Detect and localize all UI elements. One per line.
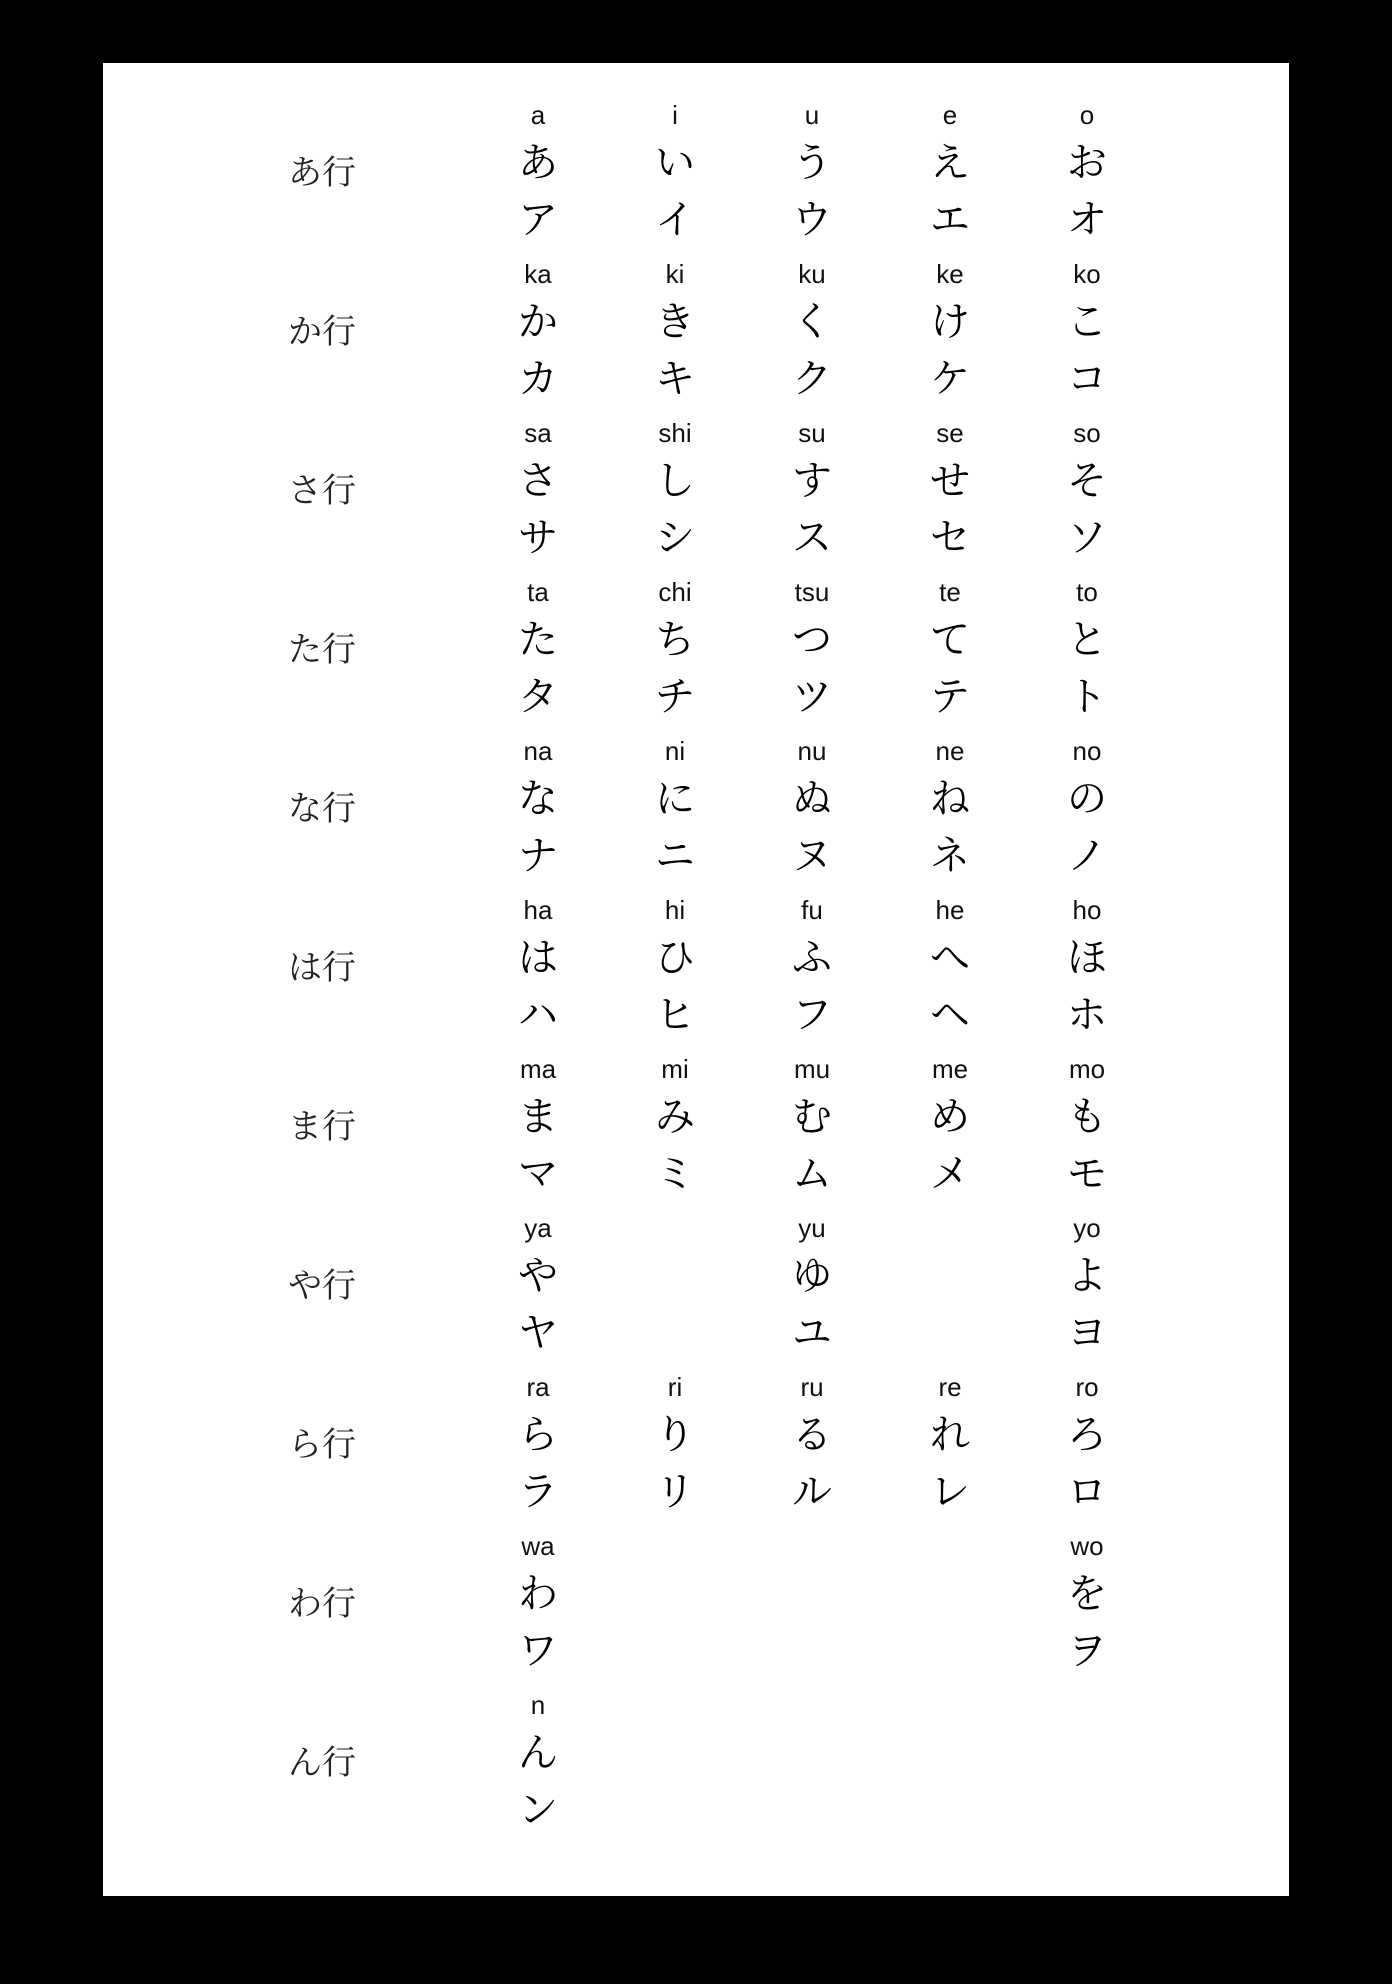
kana-cell [620,734,730,893]
katakana-char: ソ [1067,515,1107,561]
romaji-label: ha [523,895,553,925]
hiragana-char: い [655,140,695,186]
hiragana-char: こ [1067,299,1107,345]
romaji-label: u [804,100,820,130]
romaji-label: yo [1073,1213,1101,1243]
kana-cell [483,1688,593,1847]
katakana-char: ル [792,1469,832,1515]
kana-chart-sheet [103,63,1289,1896]
katakana-char: フ [792,992,832,1038]
romaji-label: wo [1070,1531,1104,1561]
katakana-char: レ [930,1469,970,1515]
katakana-char: リ [655,1469,695,1515]
katakana-char: ア [518,197,558,243]
romaji-label: ne [935,736,965,766]
katakana-char: ノ [1067,833,1107,879]
kana-cell [1032,257,1142,416]
katakana-char: ヒ [655,992,695,1038]
romaji-label: fu [801,895,823,925]
romaji-label: ro [1075,1372,1099,1402]
kana-cell [1032,575,1142,734]
kana-row-na [103,734,1289,893]
kana-row-ka [103,257,1289,416]
hiragana-char: ち [655,617,695,663]
hiragana-char: な [518,776,558,822]
katakana-char: ナ [518,833,558,879]
romaji-label: ya [524,1213,552,1243]
katakana-char: テ [930,674,970,720]
romaji-label: mo [1068,1054,1106,1084]
romaji-label: ri [667,1372,683,1402]
kana-cell [757,416,867,575]
romaji-label: ra [526,1372,550,1402]
hiragana-char: や [518,1253,558,1299]
kana-cell [1032,98,1142,257]
row-label: は行 [288,948,356,988]
hiragana-char: わ [518,1571,558,1617]
katakana-char: ウ [792,197,832,243]
katakana-char: キ [655,356,695,402]
katakana-char: セ [930,515,970,561]
hiragana-char: に [655,776,695,822]
katakana-char: ラ [518,1469,558,1515]
hiragana-char: を [1067,1571,1107,1617]
katakana-char: カ [518,356,558,402]
kana-cell [757,1370,867,1529]
hiragana-char: う [792,140,832,186]
katakana-char: ト [1067,674,1107,720]
hiragana-char: そ [1067,458,1107,504]
katakana-char: エ [930,197,970,243]
kana-cell [483,1529,593,1688]
kana-row-wa [103,1529,1289,1688]
hiragana-char: へ [930,935,970,981]
kana-cell [620,575,730,734]
hiragana-char: ね [930,776,970,822]
hiragana-char: あ [518,140,558,186]
hiragana-char: れ [930,1412,970,1458]
kana-cell [483,1370,593,1529]
romaji-label: ko [1073,259,1101,289]
hiragana-char: せ [930,458,970,504]
hiragana-char: さ [518,458,558,504]
katakana-char: ホ [1067,992,1107,1038]
romaji-label: ma [519,1054,557,1084]
kana-cell [757,1211,867,1370]
romaji-label: e [942,100,958,130]
hiragana-char: め [930,1094,970,1140]
kana-row-a [103,98,1289,257]
kana-row-ra [103,1370,1289,1529]
katakana-char: ク [792,356,832,402]
romaji-label: wa [521,1531,555,1561]
romaji-label: hi [664,895,686,925]
katakana-char: ツ [792,674,832,720]
romaji-label: re [938,1372,962,1402]
romaji-label: se [936,418,964,448]
katakana-char: ケ [930,356,970,402]
kana-cell [1032,893,1142,1052]
romaji-label: mi [661,1054,689,1084]
kana-cell [620,1370,730,1529]
hiragana-char: は [518,935,558,981]
hiragana-char: つ [792,617,832,663]
romaji-label: ku [798,259,826,289]
kana-row-sa [103,416,1289,575]
romaji-label: ni [664,736,686,766]
kana-cell [757,734,867,893]
kana-cell [895,257,1005,416]
romaji-label: tsu [794,577,830,607]
kana-row-ha [103,893,1289,1052]
kana-cell [483,257,593,416]
romaji-label: to [1076,577,1098,607]
kana-cell [895,416,1005,575]
hiragana-char: か [518,299,558,345]
kana-cell [757,1052,867,1211]
hiragana-char: た [518,617,558,663]
kana-cell [1032,416,1142,575]
katakana-char: マ [518,1151,558,1197]
hiragana-char: も [1067,1094,1107,1140]
romaji-label: na [523,736,553,766]
romaji-label: ka [524,259,552,289]
romaji-label: sa [524,418,552,448]
kana-cell [895,98,1005,257]
hiragana-char: く [792,299,832,345]
hiragana-char: ろ [1067,1412,1107,1458]
romaji-label: ta [527,577,549,607]
romaji-label: te [939,577,961,607]
kana-cell [895,893,1005,1052]
kana-cell [1032,1370,1142,1529]
kana-cell [620,257,730,416]
romaji-label: o [1079,100,1095,130]
hiragana-char: て [930,617,970,663]
kana-cell [483,416,593,575]
katakana-char: ヘ [930,992,970,1038]
kana-cell [1032,1211,1142,1370]
katakana-char: ヨ [1067,1310,1107,1356]
kana-cell [483,575,593,734]
hiragana-char: え [930,140,970,186]
hiragana-char: る [792,1412,832,1458]
romaji-label: ki [665,259,685,289]
kana-cell [1032,734,1142,893]
kana-cell [483,893,593,1052]
row-label: ん行 [288,1743,356,1783]
romaji-label: no [1072,736,1102,766]
katakana-char: ユ [792,1310,832,1356]
kana-cell [483,734,593,893]
romaji-label: a [530,100,546,130]
kana-cell [620,893,730,1052]
hiragana-char: む [792,1094,832,1140]
row-label: あ行 [288,153,356,193]
kana-cell [483,1211,593,1370]
katakana-char: サ [518,515,558,561]
kana-cell [483,98,593,257]
hiragana-char: お [1067,140,1107,186]
row-label: ま行 [288,1107,356,1147]
katakana-char: ハ [518,992,558,1038]
hiragana-char: ひ [655,935,695,981]
row-label: た行 [288,630,356,670]
hiragana-char: き [655,299,695,345]
romaji-label: ru [800,1372,824,1402]
kana-cell [1032,1529,1142,1688]
kana-row-n [103,1688,1289,1847]
row-label: か行 [288,312,356,352]
kana-cell [757,575,867,734]
hiragana-char: ふ [792,935,832,981]
kana-cell [1032,1052,1142,1211]
romaji-label: yu [798,1213,826,1243]
row-label: な行 [288,789,356,829]
katakana-char: ヌ [792,833,832,879]
kana-cell [895,734,1005,893]
kana-row-ya [103,1211,1289,1370]
hiragana-char: す [792,458,832,504]
katakana-char: オ [1067,197,1107,243]
katakana-char: イ [655,197,695,243]
romaji-label: su [798,418,826,448]
hiragana-char: り [655,1412,695,1458]
row-label: や行 [288,1266,356,1306]
katakana-char: シ [655,515,695,561]
row-label: ら行 [288,1425,356,1465]
katakana-char: ヤ [518,1310,558,1356]
romaji-label: so [1073,418,1101,448]
katakana-char: ニ [655,833,695,879]
kana-cell [757,98,867,257]
kana-cell [757,257,867,416]
kana-cell [757,893,867,1052]
hiragana-char: ん [518,1730,558,1776]
katakana-char: メ [930,1151,970,1197]
katakana-char: ワ [518,1628,558,1674]
katakana-char: タ [518,674,558,720]
katakana-char: ネ [930,833,970,879]
kana-row-ma [103,1052,1289,1211]
katakana-char: チ [655,674,695,720]
kana-cell [895,1052,1005,1211]
romaji-label: i [672,100,678,130]
romaji-label: ke [936,259,964,289]
katakana-char: ロ [1067,1469,1107,1515]
romaji-label: ho [1072,895,1102,925]
kana-row-ta [103,575,1289,734]
romaji-label: mu [793,1054,831,1084]
hiragana-char: よ [1067,1253,1107,1299]
romaji-label: he [935,895,965,925]
hiragana-char: ら [518,1412,558,1458]
romaji-label: n [530,1690,546,1720]
hiragana-char: し [655,458,695,504]
row-label: わ行 [288,1584,356,1624]
hiragana-char: ゆ [792,1253,832,1299]
romaji-label: shi [658,418,692,448]
hiragana-char: ぬ [792,776,832,822]
katakana-char: ム [792,1151,832,1197]
row-label: さ行 [288,471,356,511]
hiragana-char: と [1067,617,1107,663]
romaji-label: me [931,1054,969,1084]
kana-cell [483,1052,593,1211]
katakana-char: ス [792,515,832,561]
katakana-char: ン [518,1787,558,1833]
katakana-char: コ [1067,356,1107,402]
hiragana-char: け [930,299,970,345]
hiragana-char: ほ [1067,935,1107,981]
hiragana-char: み [655,1094,695,1140]
kana-cell [620,98,730,257]
katakana-char: モ [1067,1151,1107,1197]
kana-cell [895,1370,1005,1529]
katakana-char: ヲ [1067,1628,1107,1674]
katakana-char: ミ [655,1151,695,1197]
hiragana-char: の [1067,776,1107,822]
romaji-label: chi [658,577,692,607]
kana-cell [620,416,730,575]
kana-cell [895,575,1005,734]
hiragana-char: ま [518,1094,558,1140]
romaji-label: nu [797,736,827,766]
kana-cell [620,1052,730,1211]
